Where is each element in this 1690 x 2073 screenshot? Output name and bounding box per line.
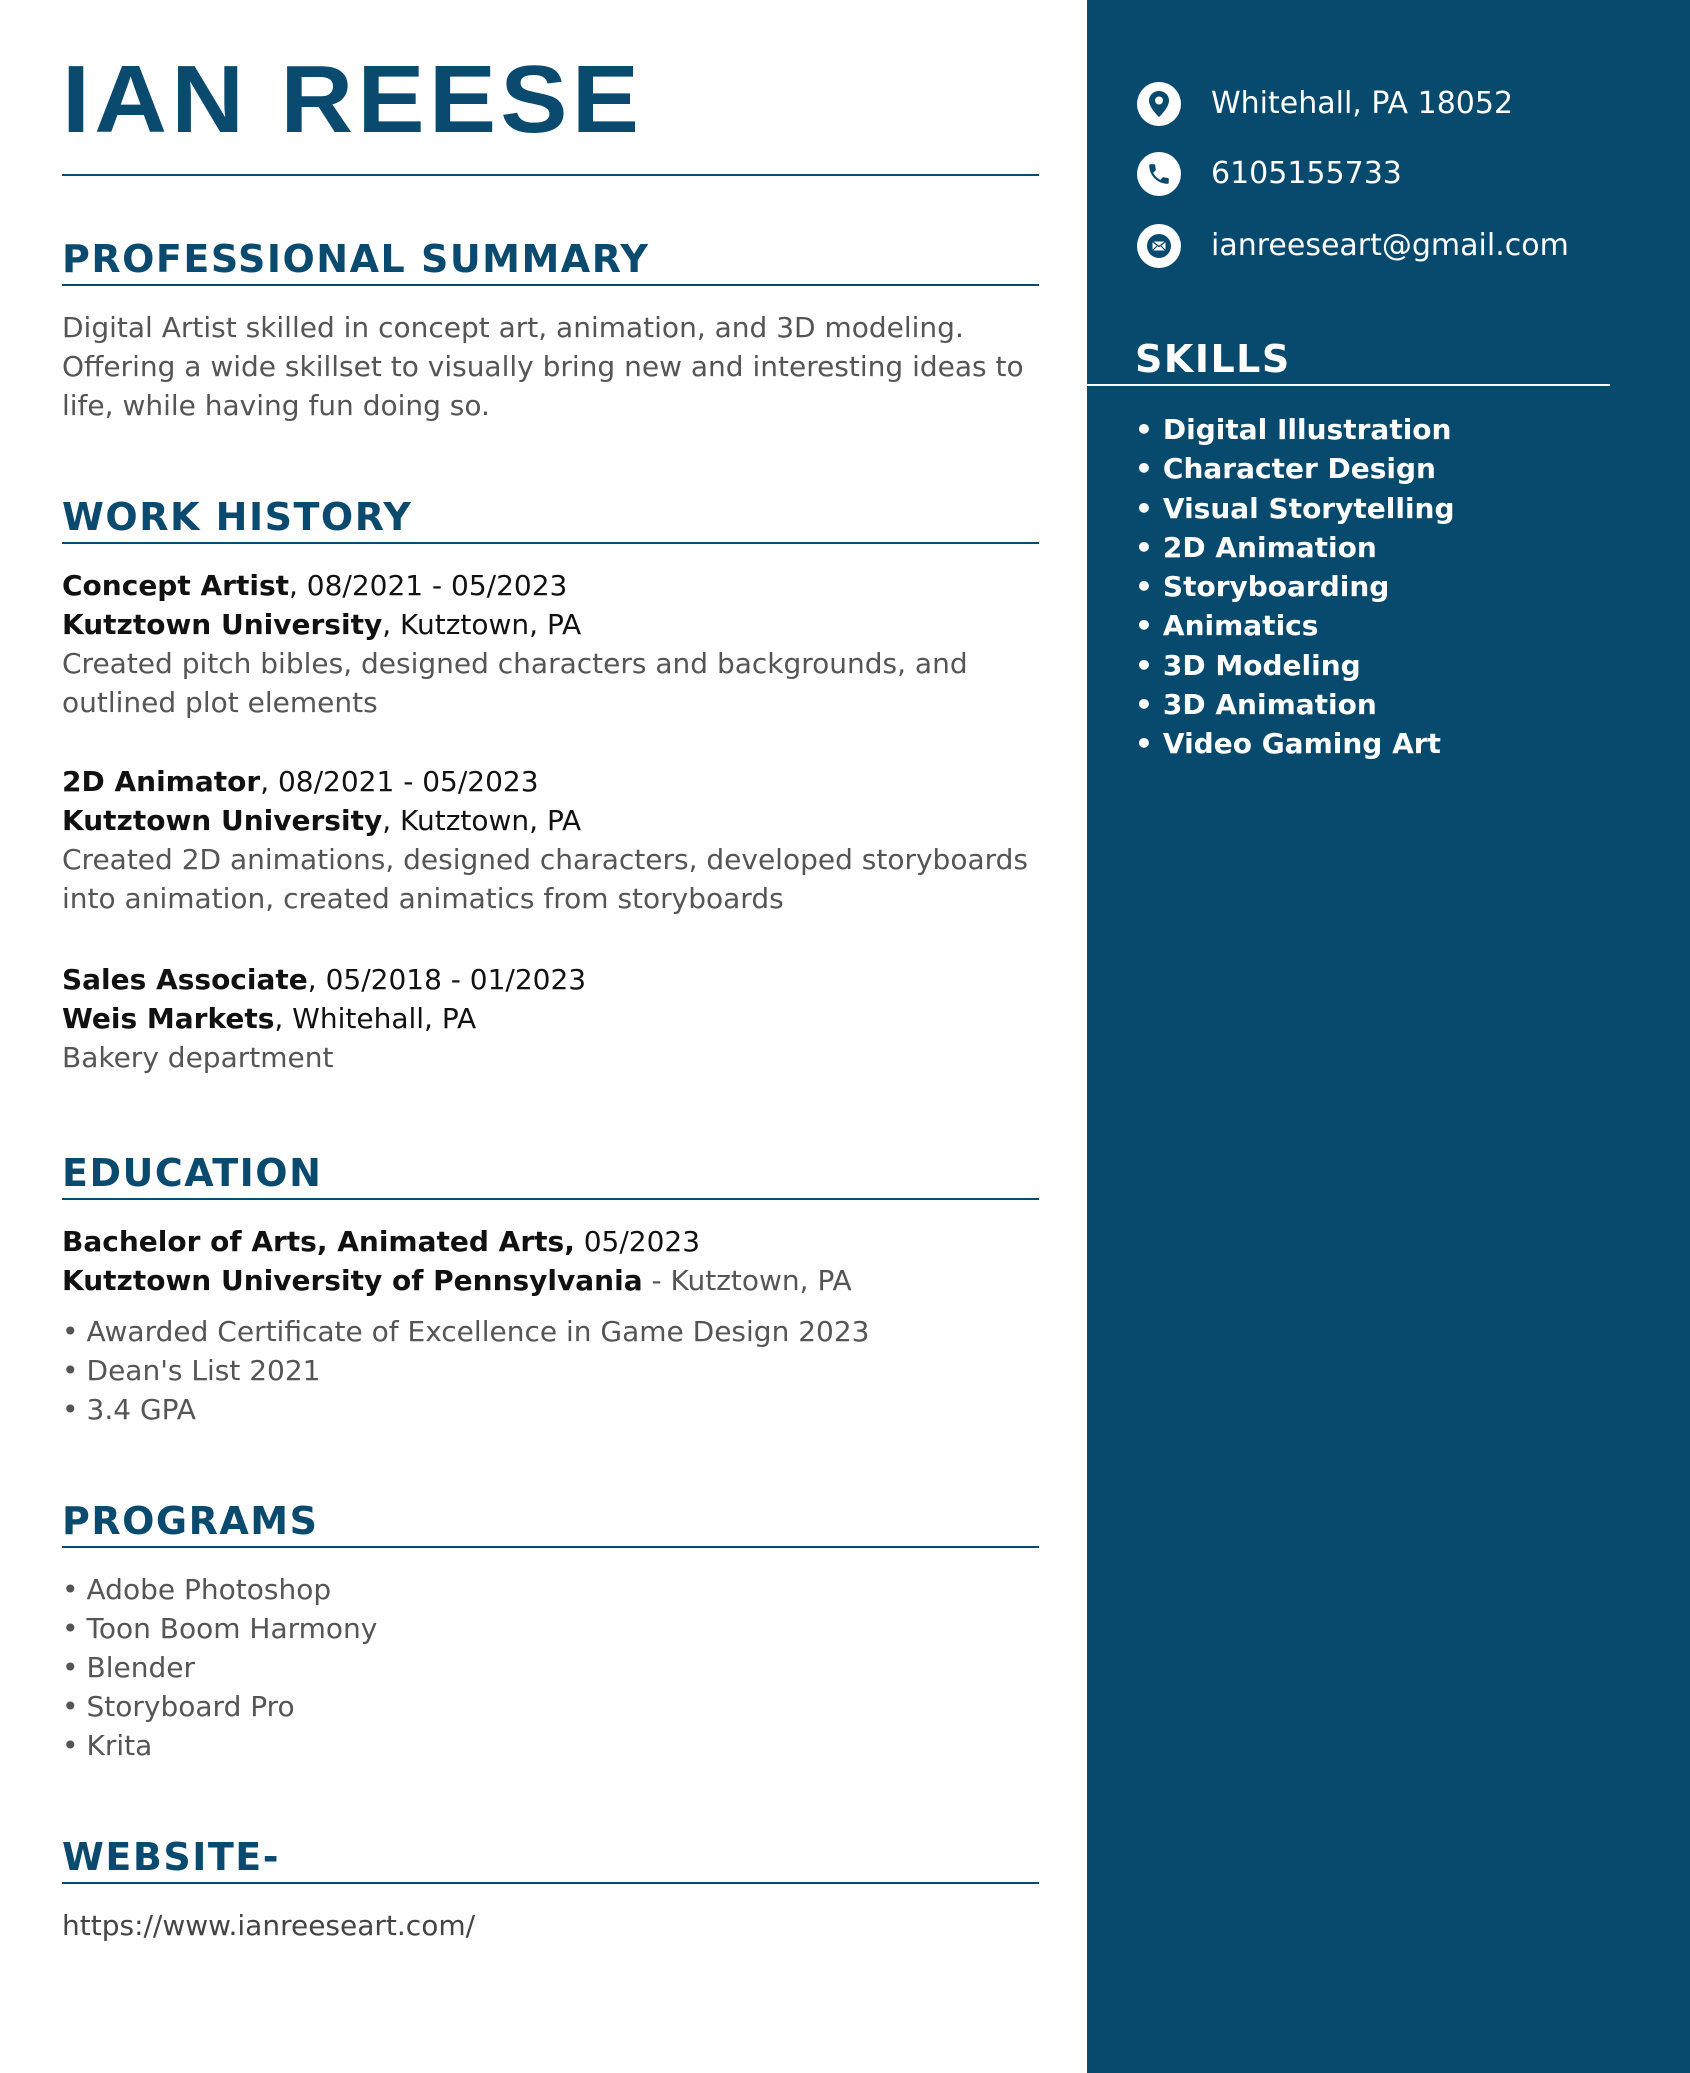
school-line <box>62 1261 1039 1300</box>
list-item <box>1135 567 1455 606</box>
skill-name: Digital Illustration <box>1162 413 1452 446</box>
list-item <box>1135 646 1455 685</box>
bullet: • <box>62 1612 79 1645</box>
list-item <box>62 1687 1039 1726</box>
location-pin-icon <box>1137 82 1181 126</box>
bullet: • <box>62 1573 79 1606</box>
bullet: • <box>62 1354 79 1387</box>
programs-section <box>62 1498 1039 1765</box>
job-dates: , 08/2021 - 05/2023 <box>260 765 539 798</box>
skill-name: 3D Animation <box>1162 688 1377 722</box>
job-role: Sales Associate <box>62 963 308 996</box>
list-item <box>62 1570 1039 1609</box>
job-employer: Kutztown University <box>62 804 383 837</box>
website-link[interactable]: https://www.ianreeseart.com/ <box>62 1909 476 1942</box>
skill-name: Character Design <box>1162 452 1436 486</box>
program-name: Krita <box>86 1729 153 1762</box>
skill-name: Storyboarding <box>1162 570 1390 604</box>
job-description: Created pitch bibles, designed characters and backgrounds, and outlined plot elements <box>62 647 968 719</box>
list-item <box>1135 449 1455 488</box>
skill-name: 3D Modeling <box>1162 648 1361 682</box>
bullet: • <box>62 1651 79 1684</box>
programs-list <box>62 1570 1039 1765</box>
name-divider <box>62 174 1039 176</box>
job-location: , Whitehall, PA <box>274 1002 477 1035</box>
list-item <box>1135 724 1455 763</box>
skills-divider <box>1087 384 1610 386</box>
skill-name: Visual Storytelling <box>1162 491 1455 525</box>
job-entry <box>62 960 1039 1077</box>
program-name: Storyboard Pro <box>86 1690 295 1723</box>
skill-name: Video Gaming Art <box>1162 727 1441 761</box>
list-item <box>1135 606 1455 645</box>
job-dates: , 05/2018 - 01/2023 <box>307 963 587 996</box>
summary-text: Digital Artist skilled in concept art, animation, and 3D modeling. Offering a wide skillset to visually bring new and interesting ideas to life, while having fun doing so. <box>62 311 1024 422</box>
list-item <box>1135 685 1455 724</box>
section-divider <box>62 284 1039 286</box>
job-employer: Weis Markets <box>62 1002 275 1035</box>
degree: Bachelor of Arts, Animated Arts, <box>62 1225 575 1258</box>
education-honors-list <box>62 1312 1039 1429</box>
bullet: • <box>62 1690 79 1723</box>
program-name: Toon Boom Harmony <box>86 1612 378 1645</box>
degree-date: 05/2023 <box>574 1225 701 1258</box>
degree-line <box>62 1222 1039 1261</box>
section-title-work-history: WORK HISTORY <box>62 495 413 539</box>
job-role: 2D Animator <box>62 765 261 798</box>
work-history-section <box>62 494 1039 1077</box>
honor-text: Awarded Certificate of Excellence in Game Design 2023 <box>86 1315 870 1348</box>
bullet: • <box>1135 491 1153 525</box>
section-title-website: WEBSITE- <box>62 1835 280 1879</box>
sidebar <box>1087 0 1690 2073</box>
program-name: Adobe Photoshop <box>86 1573 332 1606</box>
list-item <box>62 1351 1039 1390</box>
contact-location-text: Whitehall, PA 18052 <box>1211 86 1514 121</box>
job-location: , Kutztown, PA <box>382 804 582 837</box>
job-employer-line <box>62 999 1039 1038</box>
program-name: Blender <box>86 1651 195 1684</box>
job-dates: , 08/2021 - 05/2023 <box>289 569 568 602</box>
list-item <box>62 1726 1039 1765</box>
section-title-summary: PROFESSIONAL SUMMARY <box>62 237 650 281</box>
skill-name: 2D Animation <box>1162 530 1377 564</box>
list-item <box>1135 410 1455 449</box>
skill-name: Animatics <box>1162 609 1319 643</box>
professional-summary-section <box>62 236 1039 425</box>
contact-phone <box>1137 152 1402 196</box>
section-title-skills: SKILLS <box>1135 337 1291 381</box>
honor-text: Dean's List 2021 <box>86 1354 321 1387</box>
bullet: • <box>1135 413 1153 446</box>
skills-list <box>1135 410 1455 764</box>
job-location: , Kutztown, PA <box>382 608 582 641</box>
job-title-line <box>62 960 1039 999</box>
job-title-line <box>62 762 1039 801</box>
list-item <box>62 1390 1039 1429</box>
candidate-name: IAN REESE <box>62 46 644 153</box>
job-description: Bakery department <box>62 1041 334 1074</box>
website-section <box>62 1834 1039 1945</box>
list-item <box>62 1609 1039 1648</box>
bullet: • <box>1135 609 1153 643</box>
bullet: • <box>1135 530 1153 564</box>
contact-location <box>1137 82 1513 126</box>
bullet: • <box>1135 688 1153 722</box>
job-employer-line <box>62 801 1039 840</box>
job-entry <box>62 762 1039 918</box>
list-item <box>62 1312 1039 1351</box>
section-divider <box>62 1546 1039 1548</box>
section-divider <box>62 542 1039 544</box>
section-title-education: EDUCATION <box>62 1151 323 1195</box>
bullet: • <box>1135 570 1153 604</box>
job-entry <box>62 566 1039 722</box>
section-title-programs: PROGRAMS <box>62 1499 319 1543</box>
honor-text: 3.4 GPA <box>86 1393 196 1426</box>
education-section <box>62 1150 1039 1429</box>
section-divider <box>62 1198 1039 1200</box>
bullet: • <box>62 1315 79 1348</box>
bullet: • <box>62 1729 79 1762</box>
job-employer: Kutztown University <box>62 608 383 641</box>
school-name: Kutztown University of Pennsylvania <box>62 1264 643 1297</box>
job-employer-line <box>62 605 1039 644</box>
bullet: • <box>62 1393 79 1426</box>
school-location: - Kutztown, PA <box>642 1264 852 1297</box>
contact-email-text[interactable]: ianreeseart@gmail.com <box>1211 228 1569 263</box>
phone-icon <box>1137 152 1181 196</box>
contact-phone-text[interactable]: 6105155733 <box>1211 156 1402 191</box>
bullet: • <box>1135 648 1153 682</box>
list-item <box>1135 489 1455 528</box>
list-item <box>1135 528 1455 567</box>
contact-email <box>1137 224 1569 268</box>
list-item <box>62 1648 1039 1687</box>
job-role: Concept Artist <box>62 569 289 602</box>
bullet: • <box>1135 452 1153 486</box>
envelope-icon <box>1137 224 1181 268</box>
job-description: Created 2D animations, designed characters, developed storyboards into animation, created animatics from storyboards <box>62 843 1028 915</box>
job-title-line <box>62 566 1039 605</box>
bullet: • <box>1135 727 1153 761</box>
section-divider <box>62 1882 1039 1884</box>
